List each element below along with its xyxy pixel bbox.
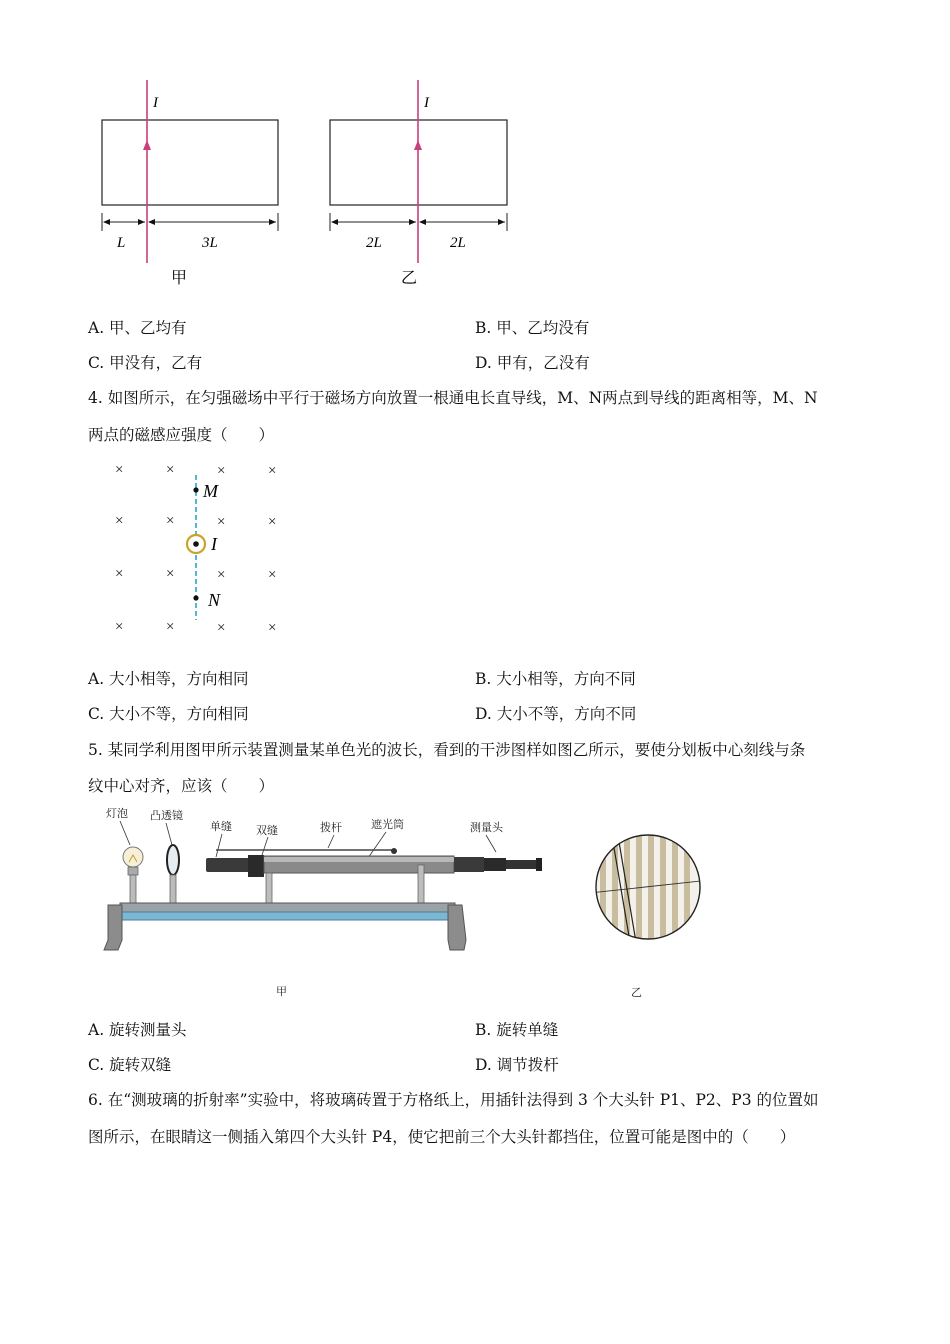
q4-stem-line2: 两点的磁感应强度（ ） (88, 426, 275, 444)
cross-mark: × (115, 513, 124, 529)
label-bulb: 灯泡 (106, 808, 128, 820)
frame-yi (330, 80, 507, 287)
label-light-shield-tube: 遮光筒 (371, 819, 404, 831)
light-shield-tube (206, 855, 542, 877)
label-double-slit: 双缝 (256, 825, 278, 837)
cross-mark: × (115, 462, 124, 478)
q4-option-a[interactable]: A. 大小相等，方向相同 (88, 670, 249, 688)
q4-option-c[interactable]: C. 大小不等，方向相同 (88, 705, 249, 723)
q3-figure (95, 75, 525, 290)
q3-option-a[interactable]: A. 甲、乙均有 (88, 319, 187, 337)
cross-mark: × (166, 619, 175, 635)
point-n-dot (193, 595, 198, 600)
q4-figure (105, 455, 295, 640)
double-slit-apparatus (98, 800, 548, 1005)
q4-option-b[interactable]: B. 大小相等，方向不同 (475, 670, 636, 688)
cross-mark: × (268, 620, 277, 636)
cross-mark: × (166, 566, 175, 582)
current-label: I (211, 534, 217, 554)
point-n-label: N (208, 590, 221, 610)
current-arrow-jia (143, 140, 151, 150)
fringe-pattern-figure (590, 830, 710, 1005)
dim-right-yi: 2L (450, 235, 466, 251)
q5-option-a[interactable]: A. 旋转测量头 (88, 1021, 187, 1039)
cross-mark: × (217, 620, 226, 636)
q5-stem-line1: 5. 某同学利用图甲所示装置测量某单色光的波长，看到的干涉图样如图乙所示，要使分划板中心刻线与条 (88, 741, 806, 759)
q4-stem-line1: 4. 如图所示，在匀强磁场中平行于磁场方向放置一根通电长直导线，M、N两点到导线的距离相等，M、N (88, 389, 818, 407)
caption-jia: 甲 (171, 270, 188, 287)
cross-mark: × (268, 514, 277, 530)
caption-fringes: 乙 (631, 986, 642, 999)
bulb-icon (123, 847, 143, 903)
cross-mark: × (268, 463, 277, 479)
q3-option-c[interactable]: C. 甲没有，乙有 (88, 354, 203, 372)
point-m-dot (193, 487, 198, 492)
q5-option-b[interactable]: B. 旋转单缝 (475, 1021, 559, 1039)
cross-mark: × (115, 619, 124, 635)
cross-mark: × (115, 566, 124, 582)
label-convex-lens: 凸透镜 (150, 810, 183, 822)
cross-mark: × (268, 567, 277, 583)
dim-left-yi: 2L (366, 235, 382, 251)
q3-option-b[interactable]: B. 甲、乙均没有 (475, 319, 590, 337)
label-lever: 拨杆 (320, 822, 342, 834)
q5-option-d[interactable]: D. 调节拨杆 (475, 1056, 559, 1074)
label-measuring-head: 测量头 (470, 822, 503, 834)
cross-mark: × (217, 514, 226, 530)
q5-stem-line2: 纹中心对齐，应该（ ） (88, 777, 275, 795)
dim-right-jia: 3L (202, 235, 218, 251)
current-arrow-yi (414, 140, 422, 150)
q5-option-c[interactable]: C. 旋转双缝 (88, 1056, 172, 1074)
current-label-jia: I (153, 95, 158, 111)
current-label-yi: I (424, 95, 429, 111)
q3-option-d[interactable]: D. 甲有，乙没有 (475, 354, 590, 372)
frame-jia (102, 80, 278, 287)
dim-left-jia: L (117, 235, 126, 251)
point-m-label: M (203, 481, 218, 501)
caption-yi: 乙 (401, 270, 418, 287)
convex-lens-icon (167, 845, 179, 903)
q4-option-d[interactable]: D. 大小不等，方向不同 (475, 705, 637, 723)
interference-fringes (590, 830, 710, 950)
caption-apparatus: 甲 (276, 985, 287, 998)
q6-stem-line2: 图所示，在眼睛这一侧插入第四个大头针 P4，使它把前三个大头针都挡住，位置可能是图中的（ ） (88, 1128, 796, 1146)
cross-mark: × (166, 462, 175, 478)
cross-mark: × (217, 463, 226, 479)
q6-stem-line1: 6. 在“测玻璃的折射率”实验中，将玻璃砖置于方格纸上，用插针法得到 3 个大头针 P1、P2、P3 的位置如 (88, 1091, 819, 1109)
cross-mark: × (166, 513, 175, 529)
label-single-slit: 单缝 (210, 821, 232, 833)
cross-mark: × (217, 567, 226, 583)
optical-rail (104, 903, 466, 950)
